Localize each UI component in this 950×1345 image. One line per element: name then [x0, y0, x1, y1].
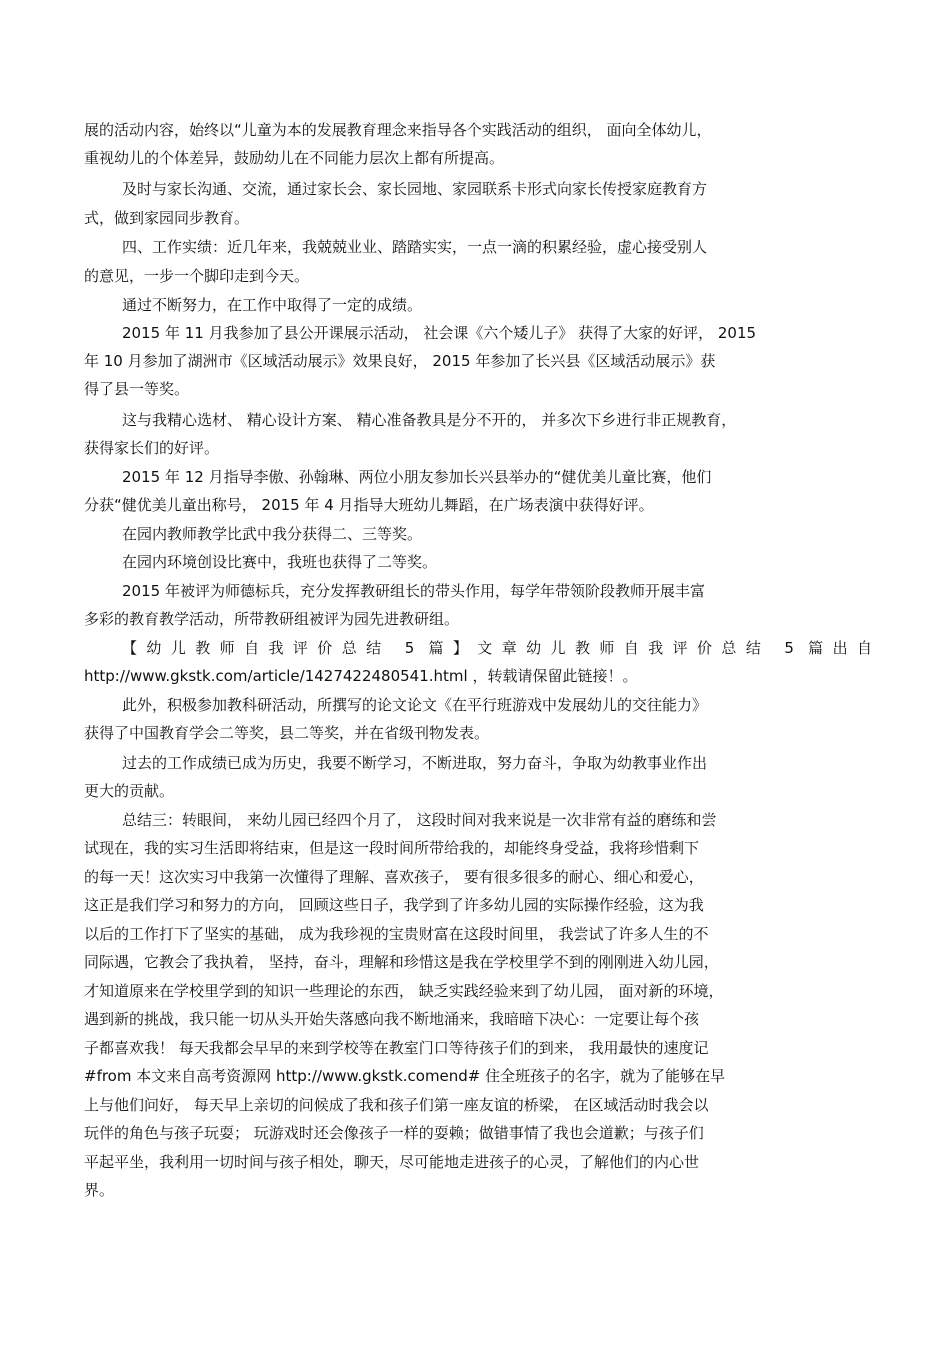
- text-line: 及时与家长沟通、交流，通过家长会、家长园地、家园联系卡形式向家长传授家庭教育方: [122, 180, 708, 198]
- text-line: 2015 年 11 月我参加了县公开课展示活动， 社会课《六个矮儿子》 获得了大家的好评， 2015: [122, 324, 757, 342]
- text-line: 2015 年 12 月指导李傲、孙翰琳、两位小朋友参加长兴县举办的“健优美儿童比赛，他们: [122, 468, 712, 486]
- text-line: 才知道原来在学校里学到的知识一些理论的东西， 缺乏实践经验来到了幼儿园， 面对新的环境，: [84, 982, 724, 1000]
- text-line: 遇到新的挑战，我只能一切从头开始失落感向我不断地涌来，我暗暗下决心：一定要让每个孩: [84, 1010, 700, 1028]
- text-line: 这与我精心选材、 精心设计方案、 精心准备教具是分不开的， 并多次下乡进行非正规教育，: [122, 411, 737, 429]
- text-line: 2015 年被评为师德标兵，充分发挥教研组长的带头作用，每学年带领阶段教师开展丰富: [122, 582, 705, 600]
- text-line: 在园内环境创设比赛中，我班也获得了二等奖。: [122, 553, 438, 571]
- text-line: 试现在，我的实习生活即将结束，但是这一段时间所带给我的，却能终身受益，我将珍惜剩下: [84, 839, 700, 857]
- text-line: 获得家长们的好评。: [84, 439, 220, 457]
- text-line: 总结三：转眼间， 来幼儿园已经四个月了， 这段时间对我来说是一次非常有益的磨练和尝: [122, 811, 717, 829]
- text-line: 在园内教师教学比武中我分获得二、三等奖。: [122, 525, 423, 543]
- text-line: 界。: [84, 1181, 115, 1199]
- text-line: 式，做到家园同步教育。: [84, 209, 250, 227]
- text-line: 通过不断努力，在工作中取得了一定的成绩。: [122, 296, 423, 314]
- text-line: 四、工作实绩：近几年来，我兢兢业业、踏踏实实，一点一滴的积累经验，虚心接受别人: [122, 238, 708, 256]
- text-line: 同际遇，它教会了我执着， 坚持，奋斗，理解和珍惜这是我在学校里学不到的刚刚进入幼儿园，: [84, 953, 719, 971]
- text-line: 得了县一等奖。: [84, 380, 190, 398]
- text-line: 的意见，一步一个脚印走到今天。: [84, 267, 310, 285]
- text-line: 多彩的教育教学活动，所带教研组被评为园先进教研组。: [84, 610, 460, 628]
- text-line: 此外，积极参加教科研活动，所撰写的论文论文《在平行班游戏中发展幼儿的交往能力》: [122, 696, 708, 714]
- text-line: 上与他们问好， 每天早上亲切的问候成了我和孩子们第一座友谊的桥梁， 在区域活动时我会以: [84, 1096, 709, 1114]
- text-line: 获得了中国教育学会二等奖，县二等奖，并在省级刊物发表。: [84, 724, 490, 742]
- text-line: 更大的贡献。: [84, 782, 175, 800]
- text-line: 以后的工作打下了坚实的基础， 成为我珍视的宝贵财富在这段时间里， 我尝试了许多人生的不: [84, 925, 709, 943]
- text-line: 平起平坐，我利用一切时间与孩子相处，聊天，尽可能地走进孩子的心灵，了解他们的内心世: [84, 1153, 700, 1171]
- text-line: 这正是我们学习和努力的方向， 回顾这些日子，我学到了许多幼儿园的实际操作经验，这为我: [84, 896, 704, 914]
- source-link-line: http://www.gkstk.com/article/1427422480541.html ，转载请保留此链接！。: [84, 667, 638, 685]
- text-line: 过去的工作成绩已成为历史，我要不断学习，不断进取，努力奋斗，争取为幼教事业作出: [122, 754, 708, 772]
- text-line: 展的活动内容，始终以“儿童为本的发展教育理念来指导各个实践活动的组织， 面向全体幼儿，: [84, 121, 712, 139]
- text-line: 【幼儿教师自我评价总结 5 篇】文章幼儿教师自我评价总结 5 篇出自: [122, 639, 872, 657]
- text-line: #from 本文来自高考资源网 http://www.gkstk.comend# 住全班孩子的名字，就为了能够在早: [84, 1067, 726, 1085]
- text-line: 分获“健优美儿童出称号， 2015 年 4 月指导大班幼儿舞蹈，在广场表演中获得好评。: [84, 496, 654, 514]
- text-line: 子都喜欢我！ 每天我都会早早的来到学校等在教室门口等待孩子们的到来， 我用最快的速度记: [84, 1039, 709, 1057]
- text-line: 玩伴的角色与孩子玩耍； 玩游戏时还会像孩子一样的耍赖；做错事情了我也会道歉；与孩子们: [84, 1124, 704, 1142]
- text-line: 的每一天！这次实习中我第一次懂得了理解、喜欢孩子， 要有很多很多的耐心、细心和爱心，: [84, 868, 704, 886]
- text-line: 重视幼儿的个体差异，鼓励幼儿在不同能力层次上都有所提高。: [84, 149, 505, 167]
- text-line: 年 10 月参加了湖洲市《区域活动展示》效果良好， 2015 年参加了长兴县《区域活动展示》获: [84, 352, 716, 370]
